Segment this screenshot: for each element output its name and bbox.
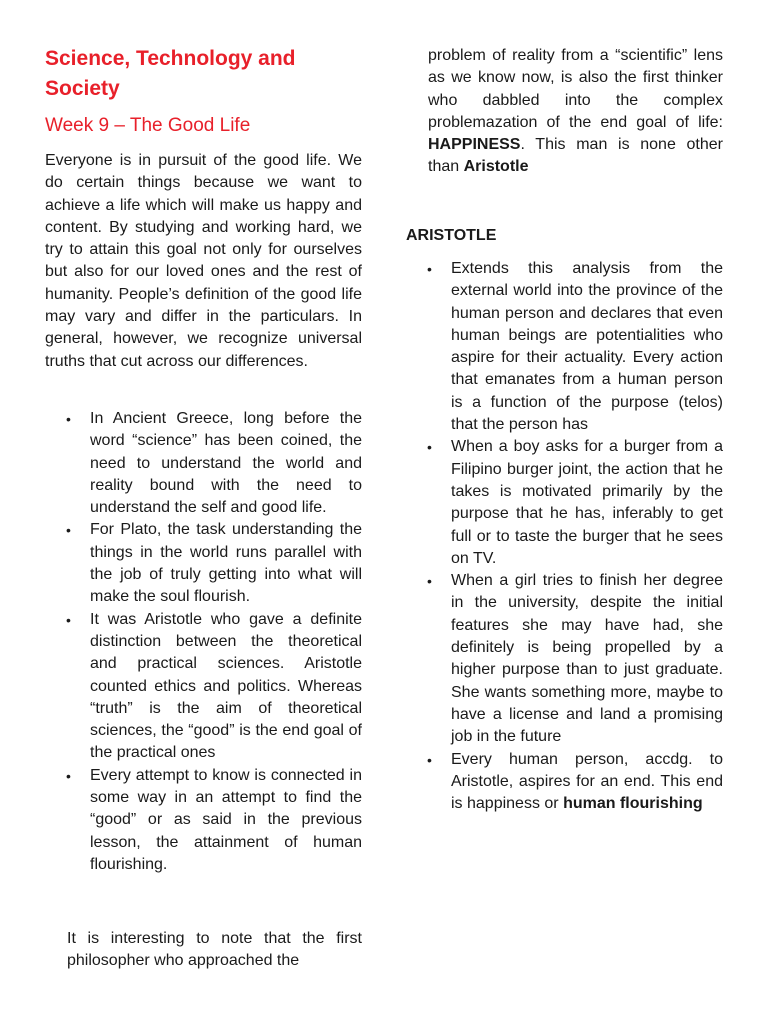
week-subtitle: Week 9 – The Good Life — [45, 115, 251, 136]
interesting-paragraph: It is interesting to note that the first philosopher who approached the — [67, 930, 362, 970]
bullet-icon: • — [66, 411, 71, 427]
bullet-icon: • — [66, 767, 71, 784]
list-item-text: For Plato, the task understanding the things in the world runs parallel with the job of truly getting into what will make the soul flourish. — [90, 521, 362, 606]
intro-paragraph: Everyone is in pursuit of the good life. We do certain things because we want to achieve a life which will make us happy and content. By studying and working hard, we try to attain this goal not only for ourselves but also for our loved ones and the rest of humanity. People’s definition of the good life may vary and differ in the particulars. In general, however, we recognize universal truths that cut across our differences. — [45, 152, 362, 370]
list-item — [66, 765, 362, 876]
continuation-paragraph — [428, 45, 723, 179]
aristotle-emphasis: Aristotle — [463, 158, 529, 176]
aristotle-heading: ARISTOTLE — [406, 227, 497, 244]
list-item-text: Every human person, accdg. to Aristotle, aspires for an end. This end is happiness or — [451, 750, 723, 813]
list-item — [427, 258, 723, 436]
list-item — [66, 408, 362, 519]
bullet-icon: • — [427, 261, 432, 277]
list-item — [66, 609, 362, 765]
bullet-icon: • — [66, 611, 71, 628]
list-item — [66, 519, 362, 608]
list-item-text: It was Aristotle who gave a definite distinction between the theoretical and practical sciences. Aristotle counted ethics and politics. Whereas “truth” is the aim of theoretical sciences, the “good” is the end goal of the practical ones — [90, 610, 362, 762]
list-item — [427, 436, 723, 570]
continuation-text: problem of reality from a “scientific” lens as we know now, is also the first thinker who dabbled into the complex problemazation of the end goal of life: — [428, 47, 723, 131]
bullet-icon: • — [427, 573, 432, 590]
list-item-text: Extends this analysis from the external world into the province of the human person and declares that even human beings are potentialities who aspire for their actuality. Every action that emanates from a human person is a function of the purpose (telos) that the person has — [451, 260, 723, 434]
list-item-text: Every attempt to know is connected in some way in an attempt to find the “good” or as said in the previous lesson, the attainment of human flourishing. — [90, 766, 362, 873]
list-item-text: In Ancient Greece, long before the word “science” has been coined, the need to understand the world and reality bound with the need to understand the self and good life. — [90, 410, 362, 517]
happiness-emphasis: HAPPINESS — [428, 136, 521, 154]
bullet-icon: • — [427, 751, 432, 768]
document-title: Science, Technology and Society — [45, 47, 296, 100]
human-flourishing-emphasis: human flourishing — [563, 795, 703, 813]
bullet-icon: • — [427, 439, 432, 456]
list-item — [427, 749, 723, 816]
list-item — [427, 570, 723, 748]
left-bullet-list — [66, 408, 362, 876]
continuation-mid: . This man is none other than — [428, 136, 723, 176]
list-item-text: When a boy asks for a burger from a Filipino burger joint, the action that he takes is motivated primarily by the purpose that he has, inferably to get full or to taste the burger that he sees on TV. — [451, 438, 723, 567]
list-item-text: When a girl tries to finish her degree in the university, despite the initial features she may have had, she definitely is being propelled by a higher purpose than to just graduate. She wants something more, maybe to have a license and land a promising job in the future — [451, 572, 723, 746]
right-bullet-list — [427, 258, 723, 815]
bullet-icon: • — [66, 522, 71, 539]
